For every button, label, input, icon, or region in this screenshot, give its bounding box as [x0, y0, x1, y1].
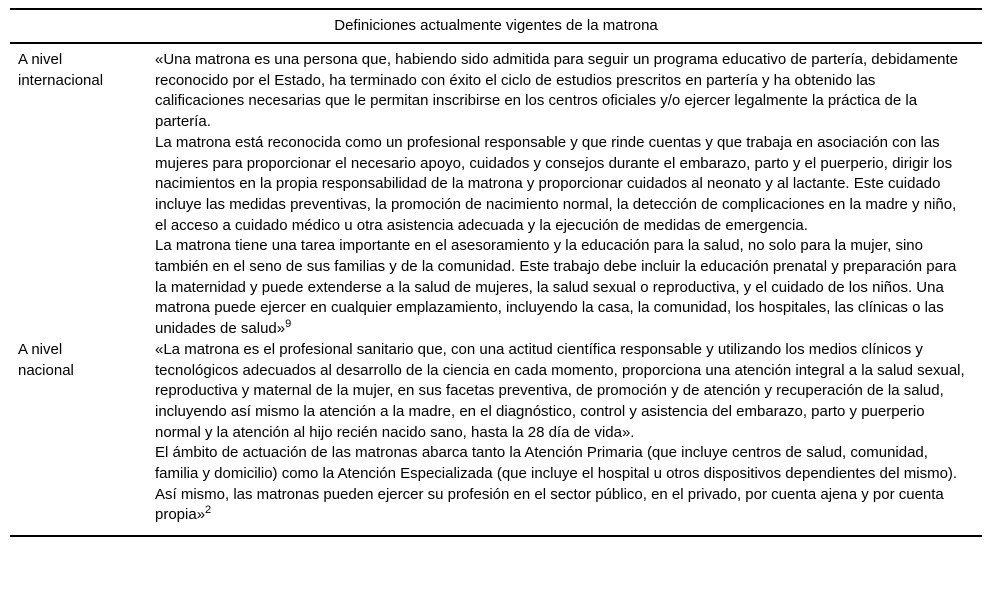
row-content-national [155, 340, 982, 526]
table-body [10, 44, 982, 535]
table-title: Definiciones actualmente vigentes de la matrona [10, 10, 982, 44]
paragraph-text: «Una matrona es una persona que, habiendo sido admitida para seguir un programa educativo de partería, debidamente reconocido por el Estado, ha terminado con éxito el ciclo de estudios prescritos en partería y ha obtenido las calificaciones necesarias que le permitan inscribirse en los centros oficiales y/o ejercer legalmente la práctica de la partería. [155, 51, 959, 131]
definition-paragraph [155, 443, 968, 526]
definition-paragraph [155, 133, 968, 237]
definition-paragraph [155, 236, 968, 340]
row-label-national: A nivel nacional [18, 340, 74, 379]
definition-paragraph [155, 340, 968, 444]
row-content-international [155, 50, 982, 340]
table-row-national [10, 340, 982, 526]
paragraph-text: El ámbito de actuación de las matronas abarca tanto la Atención Primaria (que incluye centros de salud, comunidad, familia y domicilio) como la Atención Especializada (que incluye el hospital u otros dispositivos dependientes del mismo). Así mismo, las matronas pueden ejercer su profesión en el sector público, en el privado, por cuenta ajena y por cuenta propia» [155, 444, 958, 524]
definition-paragraph [155, 50, 968, 133]
citation-ref: 9 [285, 318, 292, 331]
citation-ref: 2 [205, 504, 212, 517]
paragraph-text: «La matrona es el profesional sanitario que, con una actitud científica responsable y utilizando los medios clínicos y tecnológicos adecuados al desarrollo de la ciencia en cada momento, proporciona una atención integral a la salud sexual, reproductiva y maternal de la mujer, en sus facetas preventiva, de promoción y de atención y recuperación de la salud, incluyendo así mismo la atención a la madre, en el diagnóstico, control y asistencia del embarazo, parto y puerperio normal y la atención al hijo recién nacido sano, hasta la 28 día de vida». [155, 340, 965, 441]
table-row-international [10, 50, 982, 340]
paragraph-text: La matrona tiene una tarea importante en el asesoramiento y la educación para la salud, no solo para la mujer, sino también en el seno de sus familias y de la comunidad. Este trabajo debe incluir la educación prenatal y preparación para la maternidad y puede extenderse a la salud de mujeres, la salud sexual o reproductiva, y el cuidado de los niños. Una matrona puede ejercer en cualquier emplazamiento, incluyendo la casa, la comunidad, los hospitales, las clínicas o las unidades de salud» [155, 237, 957, 338]
definitions-table [10, 8, 982, 537]
row-label-international: A nivel internacional [18, 51, 104, 89]
paragraph-text: La matrona está reconocida como un profesional responsable y que rinde cuentas y que trabaja en asociación con las mujeres para proporcionar el necesario apoyo, cuidados y consejos durante el embarazo, parto y el puerperio, dirigir los nacimientos en la propia responsabilidad de la matrona y proporcionar cuidados al neonato y al lactante. Este cuidado incluye las medidas preventivas, la promoción de nacimiento normal, la detección de complicaciones en la madre y niño, el acceso a cuidado médico u otra asistencia adecuada y la ejecución de medidas de emergencia. [155, 133, 957, 234]
